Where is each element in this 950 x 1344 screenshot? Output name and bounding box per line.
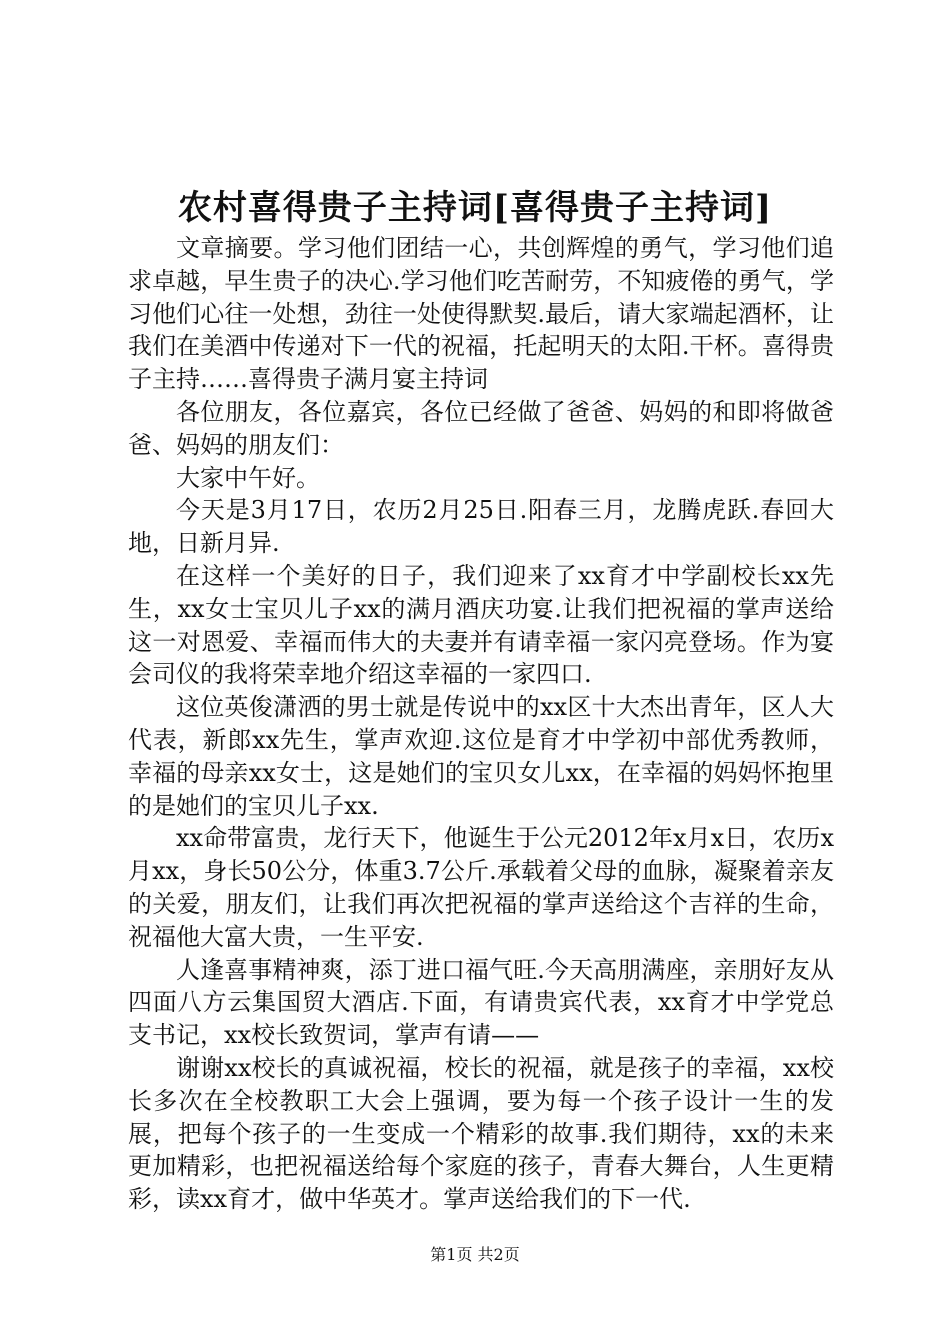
paragraph-guest-speech: 人逢喜事精神爽，添丁进口福气旺.今天高朋满座，亲朋好友从四面八方云集国贸大酒店.下面，有请贵宾代表，xx育才中学党总支书记，xx校长致贺词，掌声有请——: [128, 955, 834, 1050]
document-title: 农村喜得贵子主持词[喜得贵子主持词]: [177, 188, 773, 228]
paragraph-greeting-guests: 各位朋友，各位嘉宾，各位已经做了爸爸、妈妈的和即将做爸爸、妈妈的朋友们：: [128, 397, 834, 459]
paragraph-baby-birth: xx命带富贵，龙行天下，他诞生于公元2012年x月x日，农历x月xx，身长50公分，体重3.7公斤.承载着父母的血脉，凝聚着亲友的关爱，朋友们，让我们再次把祝福的掌声送给这个吉祥的生命，祝福他大富大贵，一生平安.: [128, 824, 834, 951]
paragraph-family-intro: 这位英俊潇洒的男士就是传说中的xx区十大杰出青年，区人大代表，新郎xx先生，掌声欢迎.这位是育才中学初中部优秀教师，幸福的母亲xx女士，这是她们的宝贝女儿xx，在幸福的妈妈怀抱里的是她们的宝贝儿子xx.: [128, 693, 834, 820]
paragraph-occasion: 在这样一个美好的日子，我们迎来了xx育才中学副校长xx先生，xx女士宝贝儿子xx的满月酒庆功宴.让我们把祝福的掌声送给这一对恩爱、幸福而伟大的夫妻并有请幸福一家闪亮登场。作为宴会司仪的我将荣幸地介绍这幸福的一家四口.: [128, 561, 834, 689]
paragraph-thanks: 谢谢xx校长的真诚祝福，校长的祝福，就是孩子的幸福，xx校长多次在全校教职工大会上强调，要为每一个孩子设计一生的发展，把每个孩子的一生变成一个精彩的故事.我们期待，xx的未来更加精彩，也把祝福送给每个家庭的孩子，青春大舞台，人生更精彩，读xx育才，做中华英才。掌声送给我们的下一代.: [128, 1053, 834, 1214]
paragraph-good-noon: 大家中午好。: [176, 463, 320, 492]
paragraph-abstract: 文章摘要。学习他们团结一心，共创辉煌的勇气，学习他们追求卓越，早生贵子的决心.学习他们吃苦耐劳，不知疲倦的勇气，学习他们心往一处想，劲往一处使得默契.最后，请大家端起酒杯，让我们在美酒中传递对下一代的祝福，托起明天的太阳.干杯。喜得贵子主持……喜得贵子满月宴主持词: [128, 234, 834, 394]
document-body: [128, 232, 834, 1216]
paragraph-date: 今天是3月17日，农历2月25日.阳春三月，龙腾虎跃.春回大地，日新月异.: [128, 496, 834, 558]
page-number: 第1页 共2页: [430, 1245, 520, 1264]
